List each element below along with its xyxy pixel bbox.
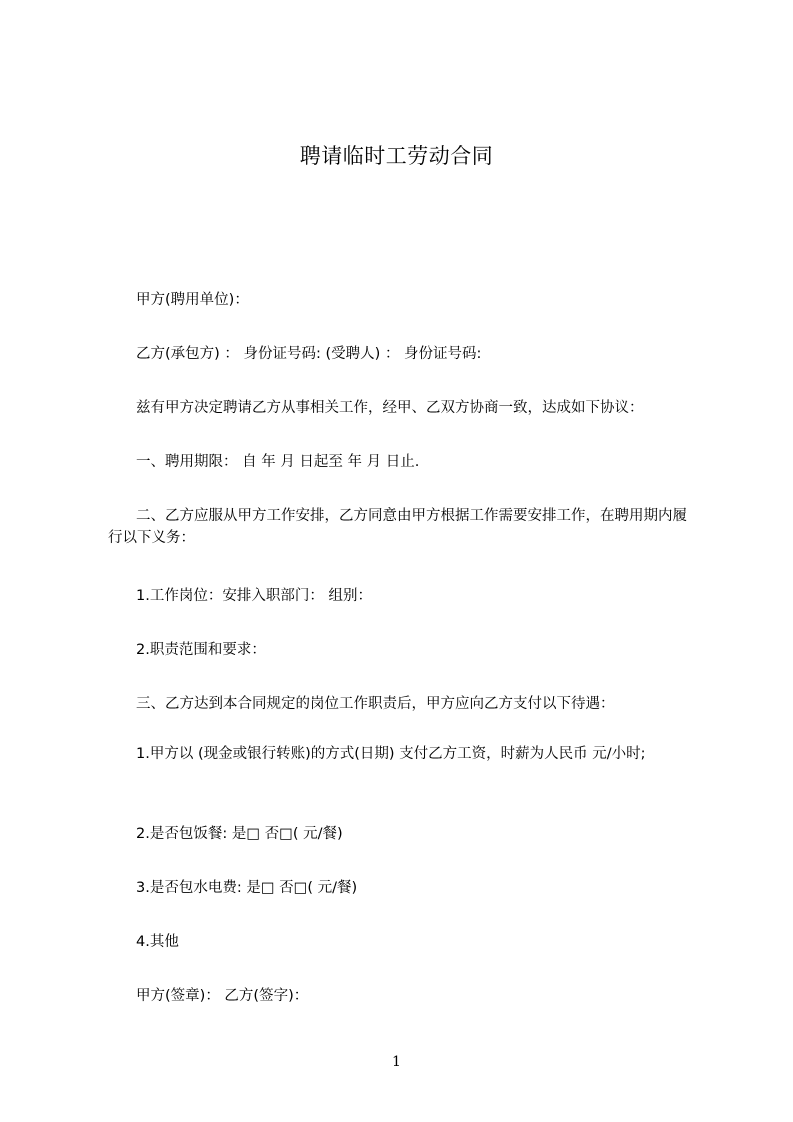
- signature-line: 甲方(签章)： 乙方(签字)：: [136, 988, 309, 1004]
- item-job-position: 1.工作岗位：安排入职部门： 组别：: [136, 588, 372, 604]
- party-a-line: 甲方(聘用单位)：: [136, 292, 249, 308]
- page-number: 1: [392, 1054, 401, 1070]
- clause-3-benefits: 三、乙方达到本合同规定的岗位工作职责后，甲方应向乙方支付以下待遇：: [136, 696, 615, 712]
- clause-2-duties: [108, 505, 700, 549]
- item-other: 4.其他: [136, 934, 179, 950]
- clause-1-term: 一、聘用期限： 自 年 月 日起至 年 月 日止.: [136, 454, 420, 470]
- item-payment-text: 1.甲方以 (现金或银行转账)的方式(日期) 支付乙方工资，时薪为人民币 元/小时;: [136, 746, 646, 762]
- item-responsibilities: 2.职责范围和要求：: [136, 642, 266, 658]
- item-payment: [108, 743, 700, 765]
- party-b-line: 乙方(承包方) ： 身份证号码: (受聘人) ： 身份证号码:: [136, 346, 482, 362]
- item-meals: 2.是否包饭餐: 是□ 否□( 元/餐): [136, 826, 343, 842]
- document-title: 聘请临时工劳动合同: [299, 144, 494, 168]
- clause-2-text: 二、乙方应服从甲方工作安排，乙方同意由甲方根据工作需要安排工作，在聘用期内履行以下义务：: [108, 508, 687, 546]
- agreement-intro: 兹有甲方决定聘请乙方从事相关工作，经甲、乙双方协商一致，达成如下协议：: [136, 400, 644, 416]
- item-utilities: 3.是否包水电费: 是□ 否□( 元/餐): [136, 880, 358, 896]
